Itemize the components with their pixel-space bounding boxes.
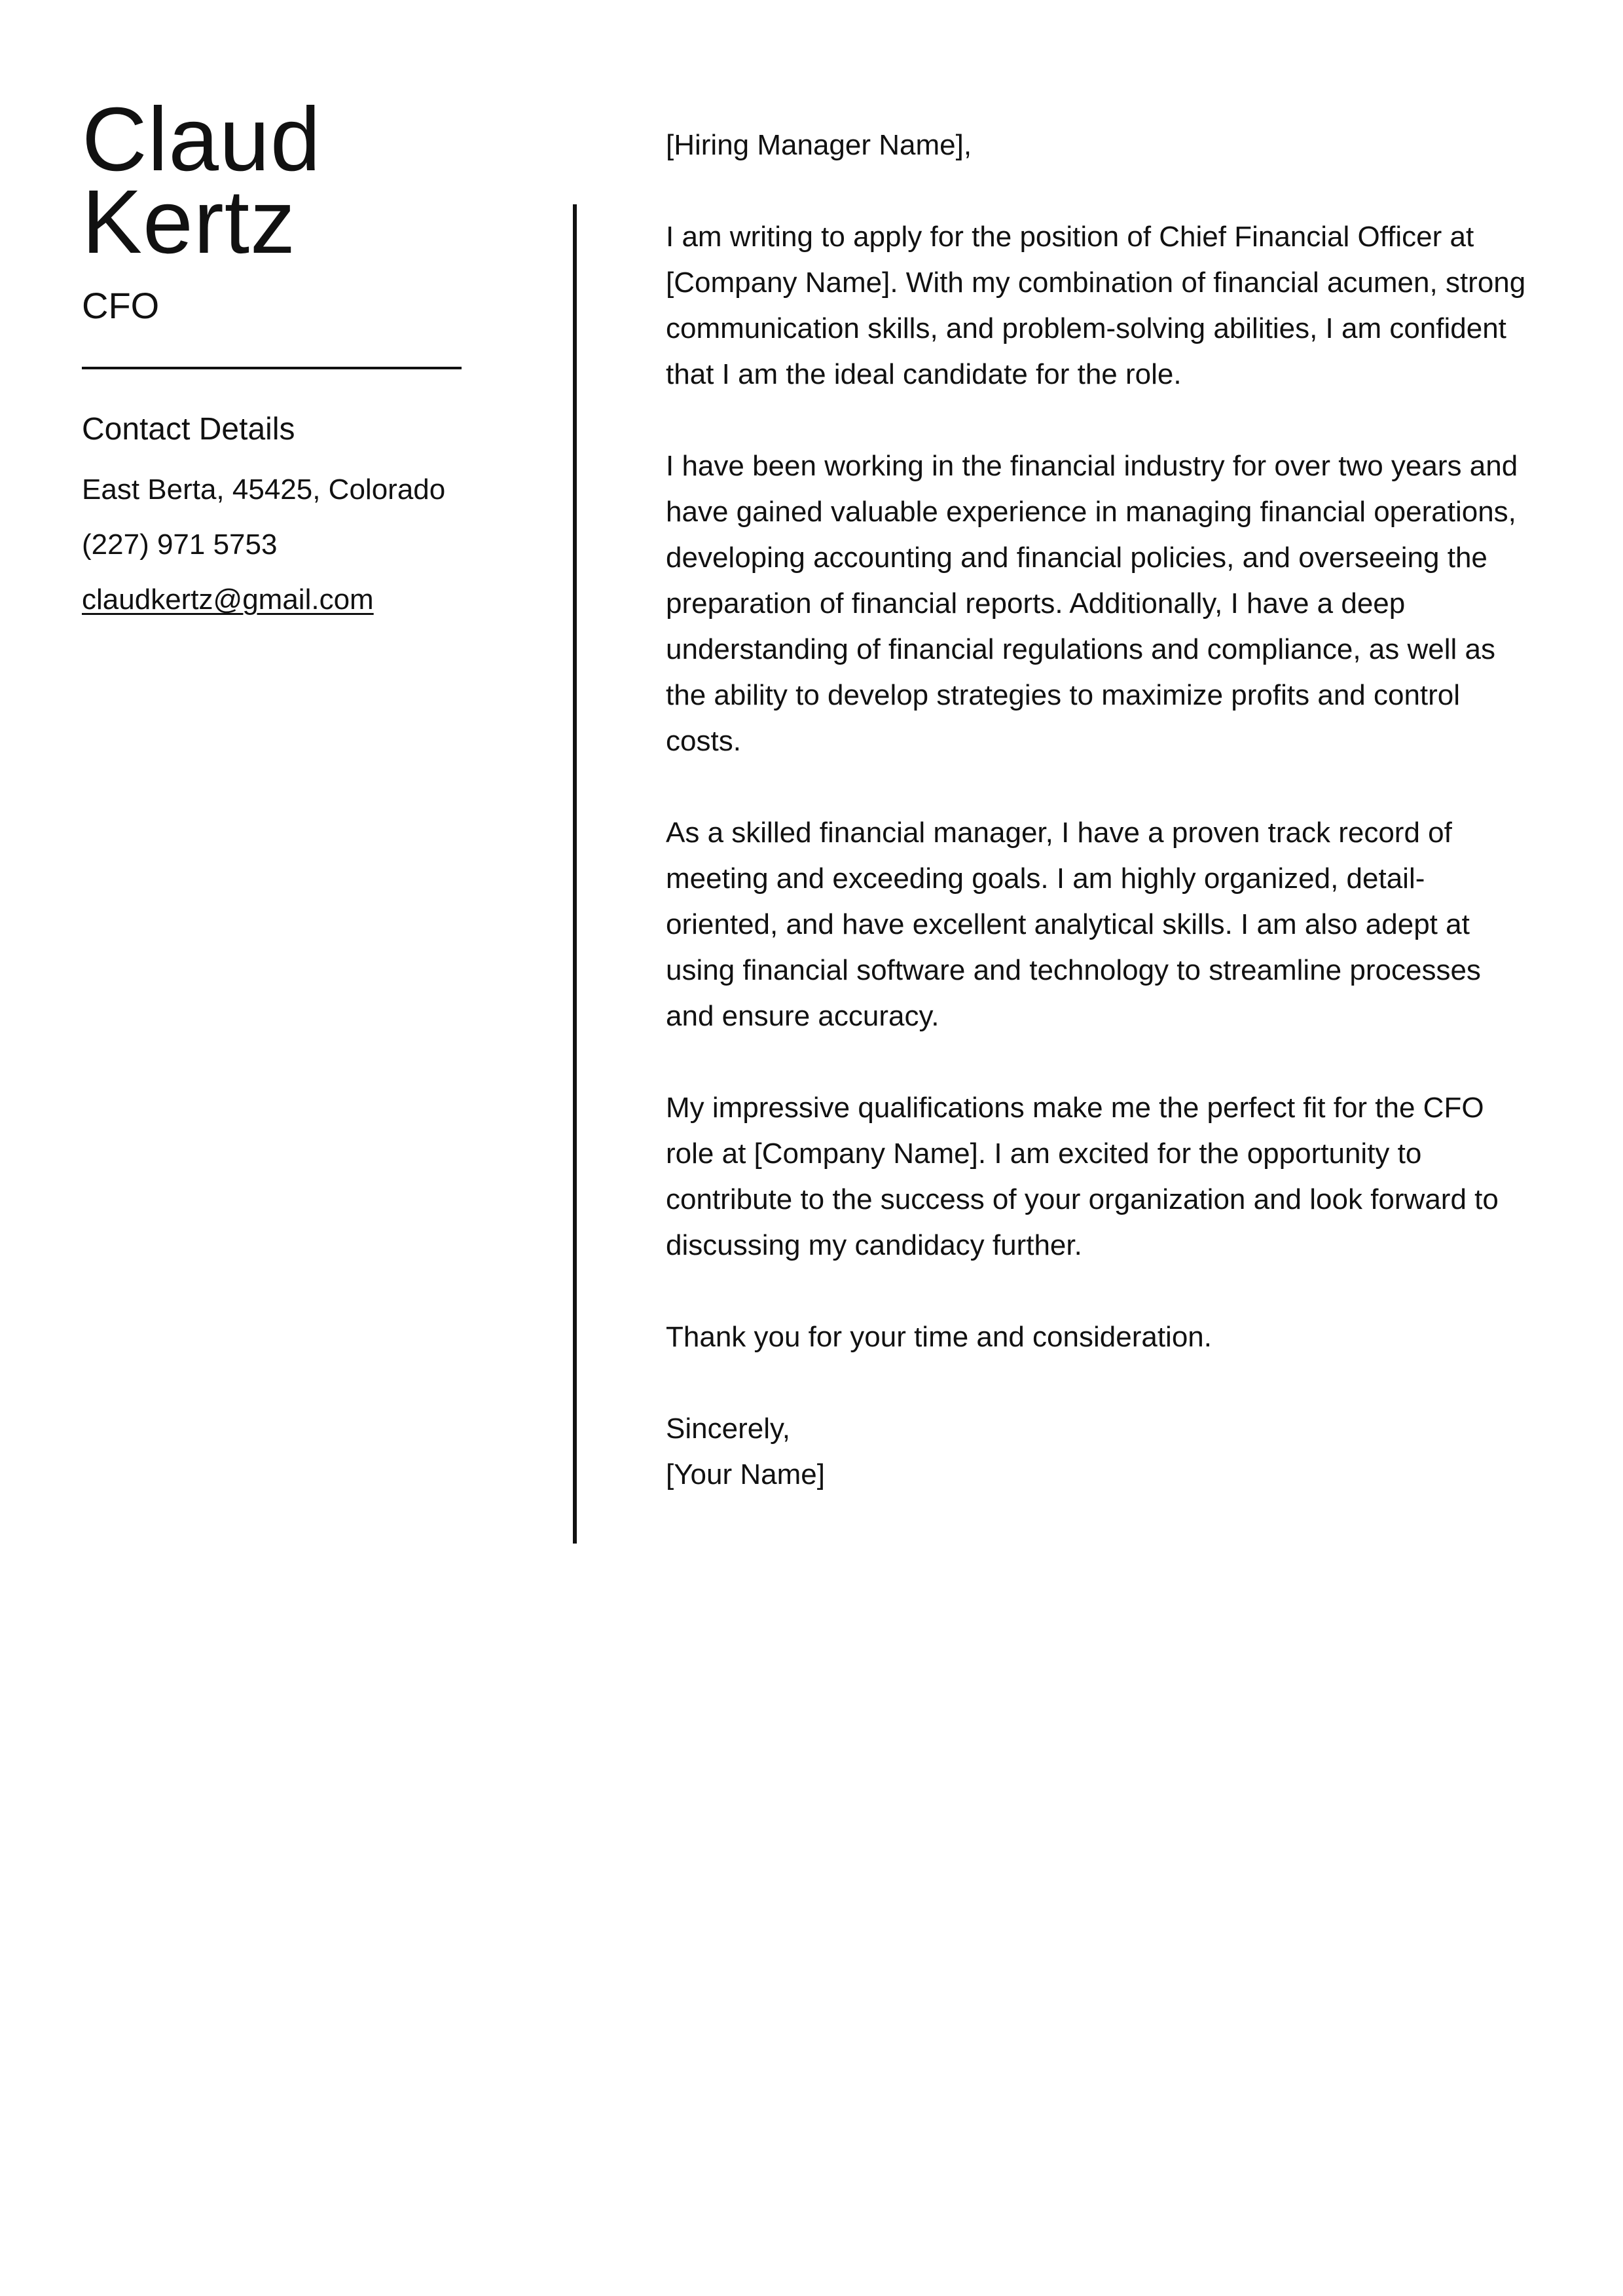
letter-salutation: [Hiring Manager Name], xyxy=(666,129,972,161)
letter-paragraph: Thank you for your time and consideration. xyxy=(666,1321,1213,1353)
first-name: Claud xyxy=(82,89,321,190)
letter-paragraph: I am writing to apply for the position of Chief Financial Officer at [Company Name]. With my combination of financial acumen, strong communication skills, and problem-solving abilities, I am confident that I am the ideal candidate for the role. xyxy=(666,221,1526,390)
letter-paragraph: I have been working in the financial industry for over two years and have gained valuable experience in managing financial operations, developing accounting and financial policies, and overseeing the preparation of financial reports. Additionally, I have a deep understanding of financial regulations and compliance, as well as the ability to develop strategies to maximize profits and control costs. xyxy=(666,450,1518,757)
letter-body xyxy=(666,122,1530,1498)
letter-closing: Sincerely, xyxy=(666,1413,790,1445)
job-title: CFO xyxy=(82,285,160,326)
candidate-name xyxy=(82,89,475,272)
letter-paragraph: My impressive qualifications make me the perfect fit for the CFO role at [Company Name]. I am excited for the opportunity to contribute to the success of your organization and look forward to discussing my candidacy further. xyxy=(666,1092,1499,1261)
contact-details-heading: Contact Details xyxy=(82,412,295,447)
letter-paragraph: As a skilled financial manager, I have a proven track record of meeting and exceeding goals. I am highly organized, detail-oriented, and have excellent analytical skills. I am also adept at using financial software and technology to streamline processes and ensure accuracy. xyxy=(666,817,1481,1032)
vertical-divider xyxy=(573,204,577,1544)
contact-phone: (227) 971 5753 xyxy=(82,528,278,561)
letter-signature: [Your Name] xyxy=(666,1458,825,1491)
letter-signoff xyxy=(666,1406,1530,1498)
left-sidebar xyxy=(82,89,475,620)
contact-address: East Berta, 45425, Colorado xyxy=(82,473,446,506)
last-name: Kertz xyxy=(82,172,297,272)
contact-email-link[interactable]: claudkertz@gmail.com xyxy=(82,583,374,616)
horizontal-divider xyxy=(82,367,462,369)
